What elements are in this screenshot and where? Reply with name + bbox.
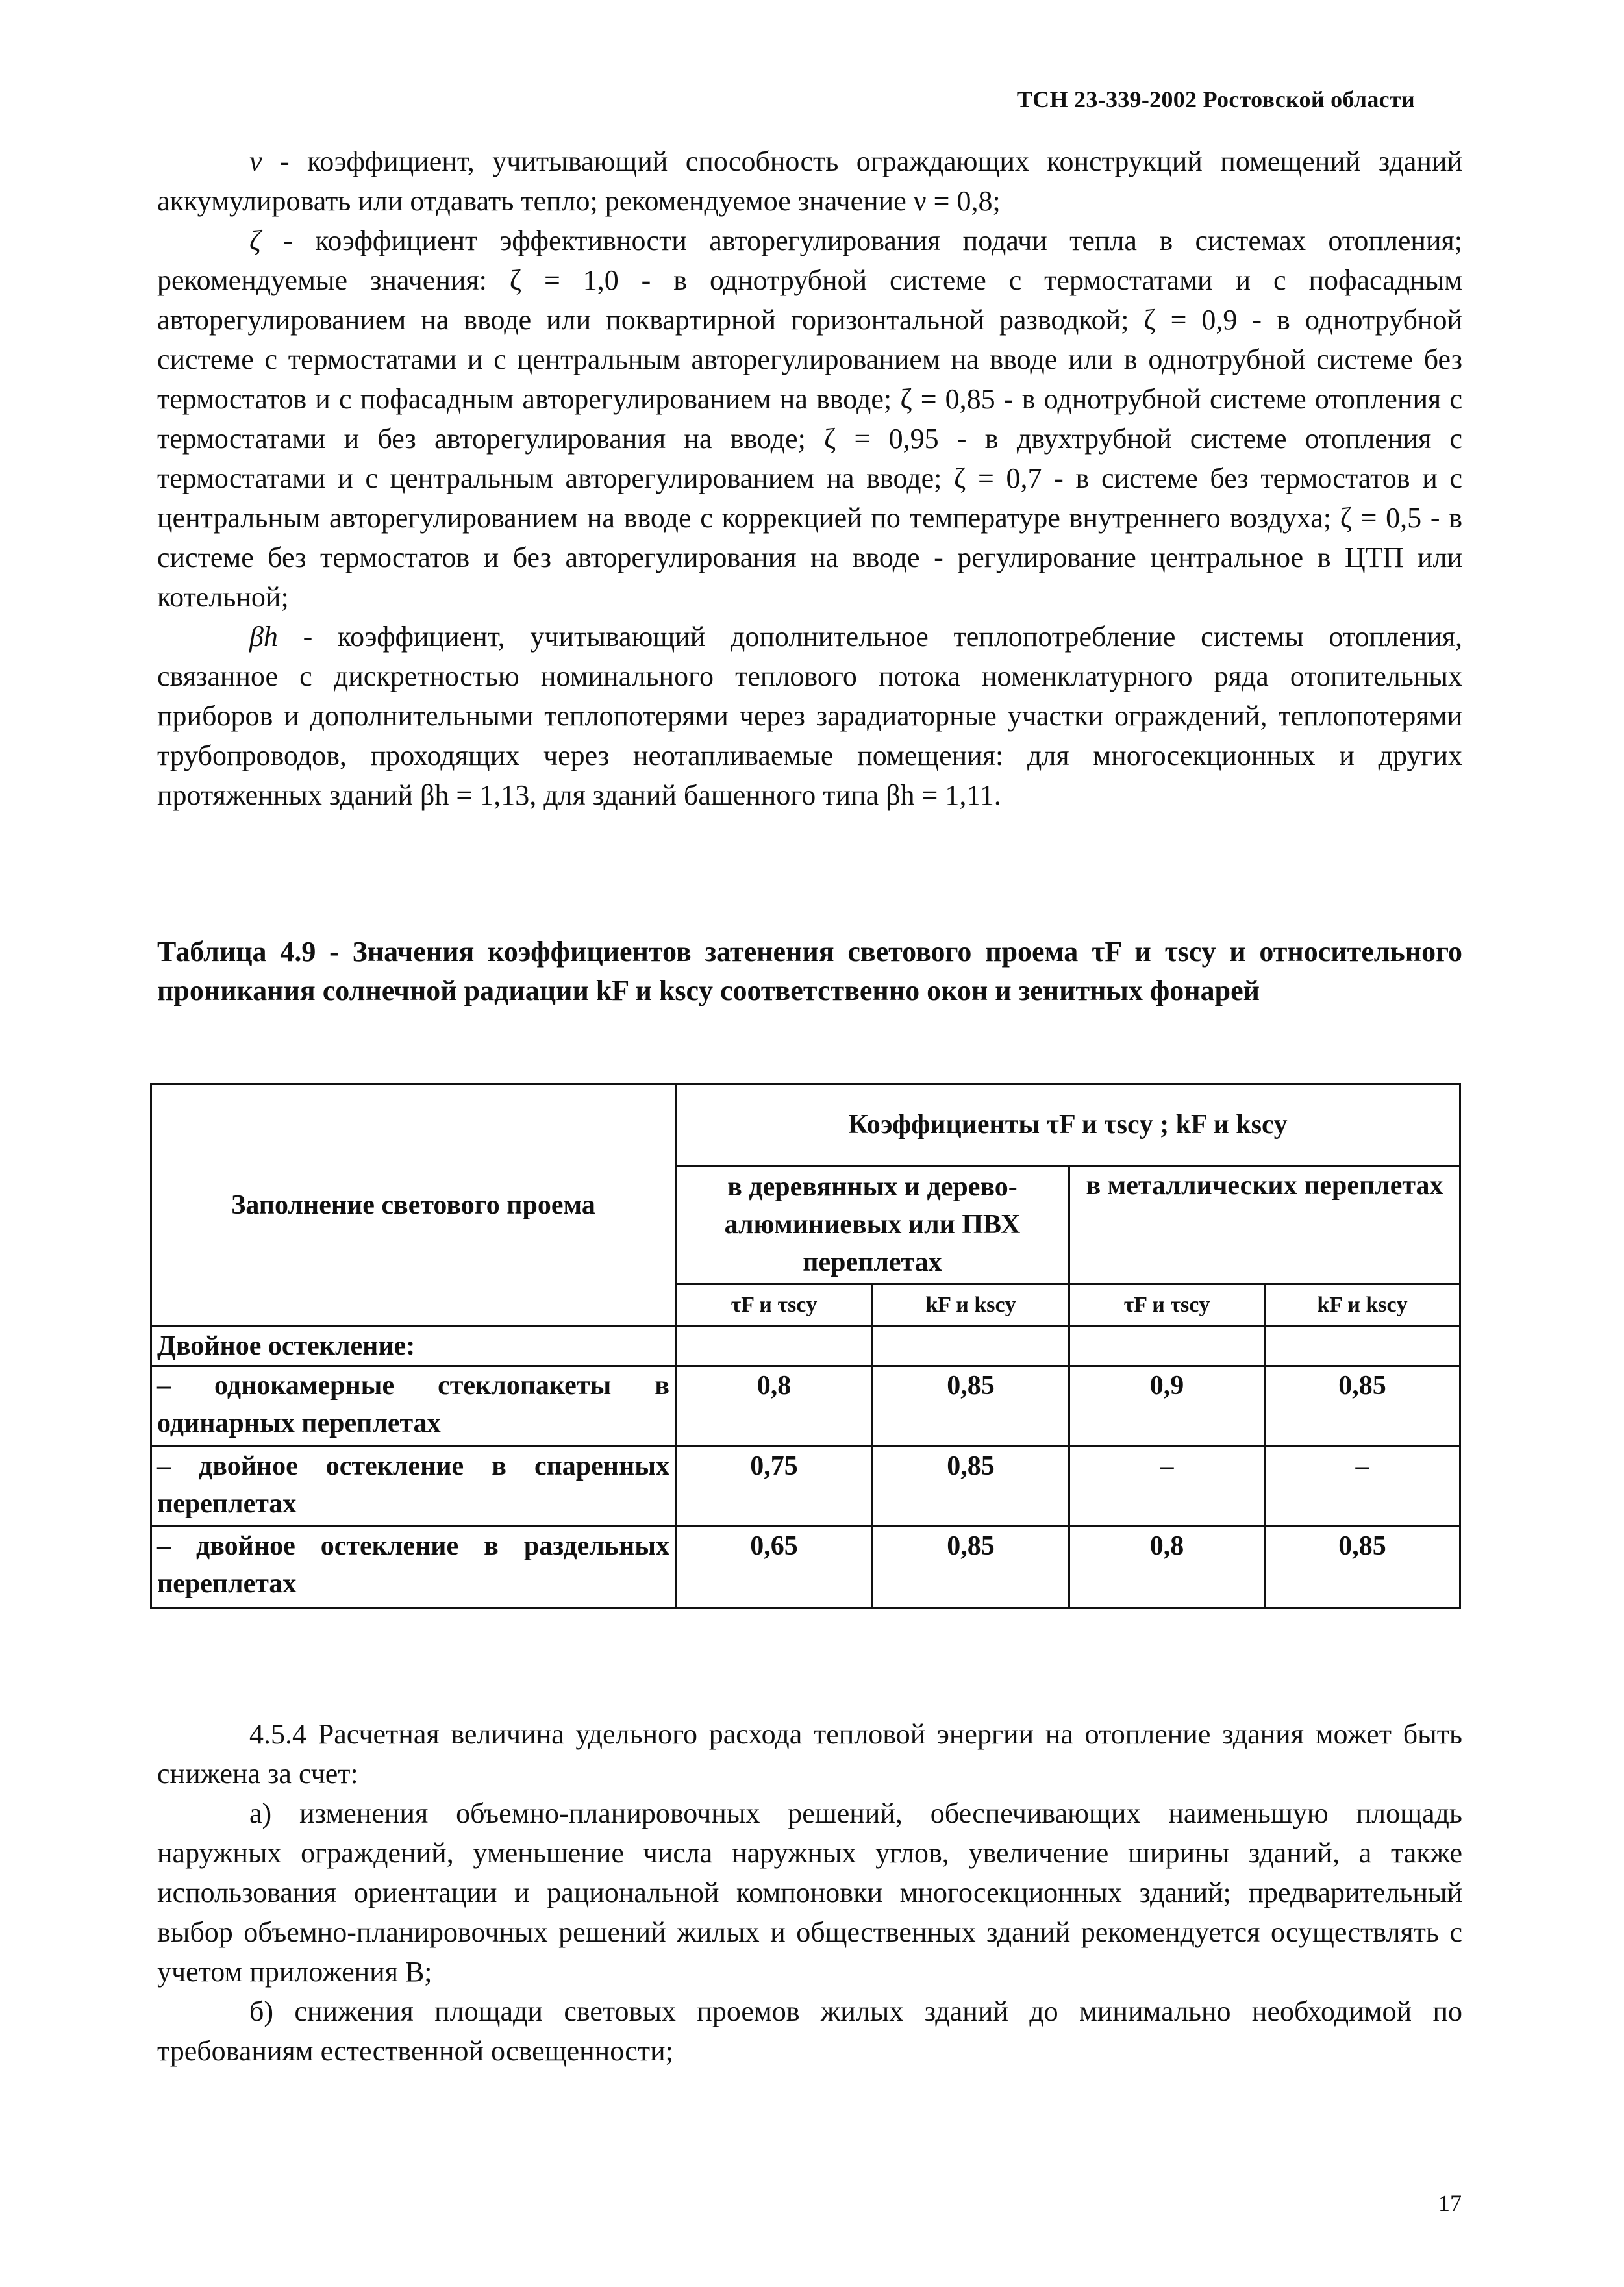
value-cell: 0,65 (676, 1527, 873, 1608)
value-cell: 0,85 (873, 1366, 1069, 1447)
nu-symbol: ν (249, 145, 262, 177)
empty-cell (1265, 1326, 1460, 1366)
value-cell: 0,75 (676, 1446, 873, 1527)
fill-column-header: Заполнение светового проема (151, 1084, 676, 1327)
value-cell: 0,85 (873, 1446, 1069, 1527)
row-label: – двойное остекление в раздельных переплетах (151, 1527, 676, 1608)
value-cell: 0,85 (1265, 1527, 1460, 1608)
tau-subheader: τF и τscy (1069, 1284, 1265, 1326)
empty-cell (1069, 1326, 1265, 1366)
beta-definition (157, 617, 1462, 815)
k-subheader: kF и kscy (873, 1284, 1069, 1326)
nu-definition (157, 142, 1462, 221)
beta-symbol: βh (249, 621, 278, 653)
table-caption: Таблица 4.9 - Значения коэффициентов затенения светового проема τF и τscy и относительного проникания солнечной радиации kF и kscy соответственно окон и зенитных фонарей (157, 936, 1462, 1006)
k-subheader: kF и kscy (1265, 1284, 1460, 1326)
beta-text: - коэффициент, учитывающий дополнительное теплопотребление системы отопления, связанное с дискретностью номинального теплового потока номенклатурного ряда отопительных приборов и дополнительными теплопотерями через зарадиаторные участки ограждений, теплопотерями трубопроводов, проходящих через неотапливаемые помещения: для многосекционных и других протяженных зданий βh = 1,13, для зданий башенного типа βh = 1,11. (157, 621, 1462, 811)
value-cell: 0,8 (1069, 1527, 1265, 1608)
zeta-definition (157, 221, 1462, 617)
coef-column-header: Коэффициенты τF и τscy ; kF и kscy (676, 1084, 1460, 1166)
tau-subheader: τF и τscy (676, 1284, 873, 1326)
nu-text: - коэффициент, учитывающий способность ограждающих конструкций помещений зданий аккумулировать или отдавать тепло; рекомендуемое значение ν = 0,8; (157, 145, 1462, 217)
value-cell: – (1069, 1446, 1265, 1527)
row-label: – двойное остекление в спаренных переплетах (151, 1446, 676, 1527)
empty-cell (873, 1326, 1069, 1366)
zeta-text: - коэффициент эффективности авторегулирования подачи тепла в системах отопления; рекомендуемые значения: ζ = 1,0 - в однотрубной системе с термостатами и с пофасадным авторегулированием на вводе или поквартирной горизонтальной разводкой; ζ = 0,9 - в однотрубной системе с термостатами и с центральным авторегулированием на вводе или в однотрубной системе без термостатов и с пофасадным авторегулированием на вводе; ζ = 0,85 - в однотрубной системе отопления с термостатами и без авторегулирования на вводе; ζ = 0,95 - в двухтрубной системе отопления с термостатами и с центральным авторегулированием на вводе; ζ = 0,7 - в системе без термостатов и с центральным авторегулированием на вводе с коррекцией по температуре внутреннего воздуха; ζ = 0,5 - в системе без термостатов и без авторегулирования на вводе - регулирование центральное в ЦТП или котельной; (157, 225, 1462, 613)
value-cell: 0,85 (873, 1527, 1069, 1608)
coefficient-table (150, 1083, 1461, 1609)
section-paragraph: б) снижения площади световых проемов жилых зданий до минимально необходимой по требованиям естественной освещенности; (157, 1995, 1462, 2067)
wood-frames-header: в деревянных и дерево-алюминиевых или ПВХ переплетах (676, 1166, 1069, 1284)
metal-frames-header: в металлических переплетах (1069, 1166, 1460, 1284)
table-row (151, 1366, 1460, 1447)
group-row-label: Двойное остекление: (151, 1326, 676, 1366)
row-label: – однокамерные стеклопакеты в одинарных переплетах (151, 1366, 676, 1447)
zeta-symbol: ζ (249, 225, 261, 256)
coefficient-definitions (157, 142, 1462, 815)
table-row (151, 1446, 1460, 1527)
page-number: 17 (1438, 2190, 1462, 2216)
section-paragraph: а) изменения объемно-планировочных решений, обеспечивающих наименьшую площадь наружных ограждений, уменьшение числа наружных углов, увеличение ширины зданий, а также использования ориентации и рациональной компоновки многосекционных зданий; предварительный выбор объемно-планировочных решений жилых и общественных зданий рекомендуется осуществлять с учетом приложения В; (157, 1797, 1462, 1988)
empty-cell (676, 1326, 873, 1366)
section-4-5-4 (157, 1714, 1462, 2071)
table-row (151, 1527, 1460, 1608)
value-cell: – (1265, 1446, 1460, 1527)
value-cell: 0,85 (1265, 1366, 1460, 1447)
running-header: ТСН 23-339-2002 Ростовской области (1016, 86, 1415, 112)
section-paragraph: 4.5.4 Расчетная величина удельного расхода тепловой энергии на отопление здания может быть снижена за счет: (157, 1718, 1462, 1790)
value-cell: 0,9 (1069, 1366, 1265, 1447)
value-cell: 0,8 (676, 1366, 873, 1447)
